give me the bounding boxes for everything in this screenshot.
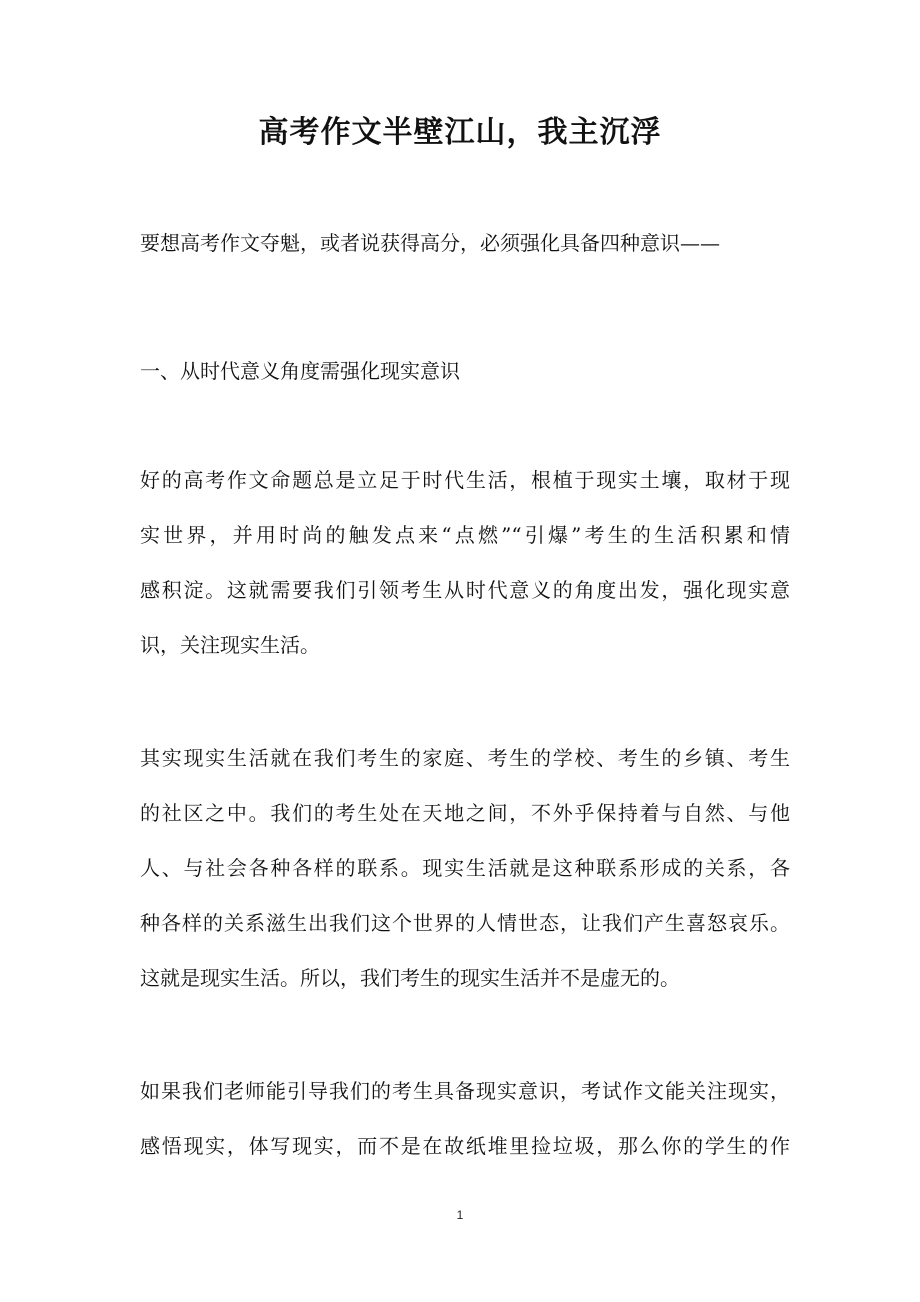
paragraph-line: 种各样的关系滋生出我们这个世界的人情世态，让我们产生喜怒哀乐。 [140,911,790,935]
paragraph-line: 识，关注现实生活。 [140,633,320,657]
paragraph-line: 如果我们老师能引导我们的考生具备现实意识，考试作文能关注现实， [140,1079,790,1103]
body-paragraph-3 [140,1064,790,1174]
paragraph-line: 的社区之中。我们的考生处在天地之间，不外乎保持着与自然、与他 [140,801,790,825]
paragraph-line: 实世界，并用时尚的触发点来“点燃”“引爆”考生的生活积累和情 [140,523,790,547]
section-heading [140,344,790,399]
paragraph-line: 这就是现实生活。所以，我们考生的现实生活并不是虚无的。 [140,966,680,990]
paragraph-line: 感积淀。这就需要我们引领考生从时代意义的角度出发，强化现实意 [140,578,790,602]
document-title: 高考作文半壁江山，我主沉浮 [258,115,662,150]
paragraph-line: 人、与社会各种各样的联系。现实生活就是这种联系形成的关系，各 [140,856,790,880]
paragraph-line: 好的高考作文命题总是立足于时代生活，根植于现实土壤，取材于现 [140,468,790,492]
body-paragraph-1 [140,453,790,673]
body-paragraph-2 [140,731,790,1006]
page-number: 1 [456,1208,464,1222]
intro-line: 要想高考作文夺魁，或者说获得高分，必须强化具备四种意识—— [140,231,720,255]
section-heading-text: 一、从时代意义角度需强化现实意识 [140,359,460,383]
paragraph-line: 其实现实生活就在我们考生的家庭、考生的学校、考生的乡镇、考生 [140,746,790,770]
paragraph-line: 感悟现实，体写现实，而不是在故纸堆里捡垃圾，那么你的学生的作 [140,1134,790,1158]
intro-paragraph [140,216,790,271]
